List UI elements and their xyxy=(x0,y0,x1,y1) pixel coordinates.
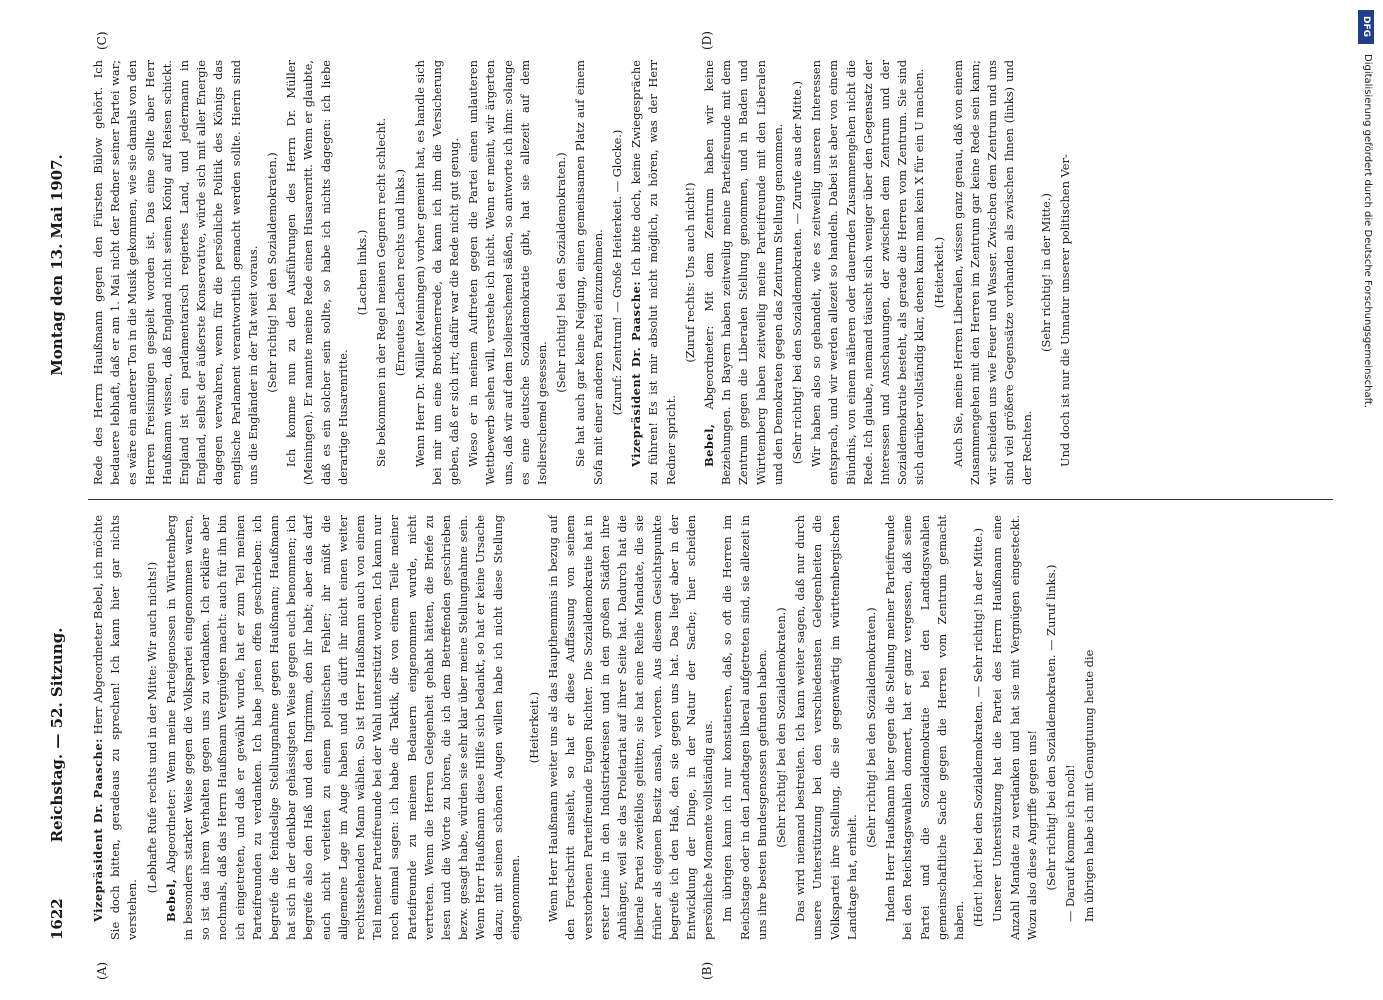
interjection: (Erneutes Lachen rechts und links.) xyxy=(393,168,408,377)
left-text-column xyxy=(90,515,1330,940)
header-right-title: Montag den 13. Mai 1907. xyxy=(48,154,66,376)
paragraph xyxy=(628,60,680,485)
margin-marker-c: (C) xyxy=(95,31,109,50)
interjection: (Sehr richtig! bei den Sozialdemokraten. — Zuruf links.) xyxy=(1043,564,1058,891)
interjection: (Hört! hört! bei den Sozialdemokraten. — Sehr richtig! in der Mitte.) xyxy=(971,527,986,928)
page-number: 1622 xyxy=(48,898,66,940)
interjection: (Sehr richtig! in der Mitte.) xyxy=(1038,193,1053,352)
paragraph-text: Sie bekommen in der Regel meinen Gegnern recht schlecht. xyxy=(374,118,389,467)
paragraph xyxy=(701,60,787,485)
paragraph-text: Wenn Herr Dr. Müller (Meiningen) vorher gemeint hat, es handle sich bei mir um eine Brotkörnerrede, da kann ich ihm die Versicherung geben, daß er sich irrt; dafür war die Rede nicht gut genug. xyxy=(412,60,462,485)
dfg-credit-strip xyxy=(1359,4,1379,996)
speaker-name: Vizepräsident Dr. Paasche: xyxy=(629,280,644,467)
paragraph xyxy=(950,60,1036,485)
paragraph-text: Ich komme nun zu den Ausführungen des Herrn Dr. Müller (Meiningen). Er nannte meine Rede einen Husarenritt. Wenn er glaubte, daß es ein solcher sein sollte, so habe ich nichts dagegen: ich liebe derartige Husarenritte. xyxy=(284,60,350,485)
paragraph xyxy=(1062,515,1079,940)
page-header xyxy=(48,60,72,940)
paragraph: Rede des Herrn Haußmann gegen den Fürsten Bülow gehört. Ich bedauere lebhaft, daß er am 1. Mai nicht der Redner seiner Partei war; es wäre ein anderer Ton in die Musik gekommen, wie sie damals von den Herren Freisinnigen gespielt worden ist. Das eine sollte aber Herr Haußmann wissen, daß England nicht seinen König auf Reisen schickt. England ist ein parlamentarisch regiertes Land, und jedermann in England, selbst der äußerste Konservative, würde sich mit aller Energie dagegen verwahren, wenn für die persönliche Politik des Königs das englische Parlament verantwortlich gemacht werden sollte. Hierin sind uns die Engländer in der Tat weit voraus. xyxy=(91,60,260,485)
speaker-name: Vizepräsident Dr. Paasche: xyxy=(91,738,105,922)
paragraph xyxy=(1081,515,1098,940)
paragraph-text: Sie hat auch gar keine Neigung, einen gemeinsamen Platz auf einem Sofa mit einer anderen Partei einzunehmen. xyxy=(573,60,605,485)
paragraph-text: Abgeordneter: Mit dem Zentrum haben wir keine Beziehungen. In Bayern haben zeitweilig meine Parteifreunde mit dem Zentrum gegen die Liberalen Stellung genommen, und in Baden und Württemberg haben zeitweilig meine Parteifreunde mit den Liberalen und den Demokraten gegen das Zentrum Stellung genommen. xyxy=(701,60,785,485)
dfg-logo: DFG xyxy=(1358,10,1374,44)
paragraph-text: Wieso er in meinem Auftreten gegen die Partei einen unlauteren Wettbewerb sehen will, verstehe ich nicht. Wenn er meint, wir ärgerten uns, daß wir auf dem Isolierschemel säßen, so antworte ich ihm: solange es eine deutsche Sozialdemokratie gibt, hat sie allezeit auf dem Isolierschemel gesessen. xyxy=(466,60,550,485)
interjection: (Lebhafte Rufe rechts und in der Mitte: Wir auch nichts!) xyxy=(144,561,159,894)
paragraph xyxy=(1057,60,1074,485)
paragraph xyxy=(882,515,968,940)
paragraph-text: — Darauf komme ich noch! xyxy=(1063,764,1078,922)
interjection: (Zuruf rechts: Uns auch nicht!) xyxy=(682,182,697,363)
interjection: (Sehr richtig! bei den Sozialdemokraten.) xyxy=(773,607,788,848)
interjection: (Heiterkeit.) xyxy=(931,236,946,309)
paragraph-text: Unserer Unterstützung hat die Partei des Herrn Haußmann eine Anzahl Mandate zu verdanken und hat sie mit Vergnügen eingesteckt. Wozu also diese Angriffe gegen uns! xyxy=(990,515,1039,940)
interjection: (Sehr richtig! bei den Sozialdemokraten.) xyxy=(265,152,280,393)
paragraph-text: Wenn Herr Haußmann weiter uns als das Haupthemmnis in bezug auf den Fortschritt ansieht, so hat er diese Auffassung von seinem verstorbenen Parteifreunde Eugen Richter. Die Sozialdemokratie hat in erster Linie in den Industriekreisen und in den großen Städten ihre Anhänger, weil sie das Proletariat auf ihrer Seite hat. Dadurch hat die liberale Partei zweifellos gelitten; sie hat eine Reihe Mandate, die sie früher als eigenen Besitz ansah, verloren. Aus diesem Gesichtspunkte begreife ich den Haß, den sie gegen uns hat. Das liegt aber in der Entwicklung der Dinge, in der Natur der Sache; hier scheiden persönliche Momente vollständig aus. xyxy=(546,515,716,940)
interjection: (Sehr richtig! bei den Sozialdemokraten.) xyxy=(863,607,878,848)
column-divider xyxy=(88,499,1333,500)
paragraph-text: Auch Sie, meine Herren Liberalen, wissen ganz genau, daß von einem Zusammengehen mit den Herren im Zentrum gar keine Rede sein kann; wir scheiden uns wie Feuer und Wasser. Zwischen dem Zentrum und uns sind viel größere Gegensätze vorhanden als zwischen Ihnen (links) und der Rechten. xyxy=(950,60,1034,485)
paragraph xyxy=(719,515,771,940)
paragraph xyxy=(792,515,861,940)
interjection: (Heiterkeit.) xyxy=(527,691,542,764)
paragraph-text: Und doch ist nur die Unnatur unserer politischen Ver- xyxy=(1057,154,1072,467)
interjection: (Lachen links.) xyxy=(355,229,370,316)
paragraph xyxy=(989,515,1041,940)
paragraph-text: Wir haben also so gehandelt, wie es zeitweilig unseren Interessen entsprach, und wir werden allezeit so handeln. Dabei ist aber von einem Bündnis, von einem näheren oder dauernden Zusammengehen nicht die Rede. Ich glaube, niemand täuscht sich weniger über den Gegensatz der Interessen und Anschauungen, der zwischen dem Zentrum und der Sozialdemokratie besteht, als gerade die Herren vom Zentrum. Sie sind sich darüber vollständig klar, denen kann man kein X für ein U machen. xyxy=(809,60,927,485)
speaker-name: Bebel, xyxy=(163,878,178,922)
paragraph-text: Ich bitte doch, keine Zwiegespräche zu führen! Es ist mir absolut nicht möglich, zu hören, was der Herr Redner spricht. xyxy=(629,60,678,485)
interjection: (Sehr richtig! bei den Sozialdemokraten.) xyxy=(554,152,569,393)
paragraph-text: Das wird niemand bestreiten. Ich kann weiter sagen, daß nur durch unsere Unterstützung bei den verschiedensten Gelegenheiten die Volkspartei ihre Stellung, die sie gegenwärtig im württembergischen Landtage hat, erhielt. xyxy=(793,515,859,940)
margin-marker-b: (B) xyxy=(700,961,714,980)
paragraph xyxy=(373,60,390,485)
paragraph xyxy=(163,515,524,940)
margin-marker-d: (D) xyxy=(700,31,714,50)
paragraph xyxy=(90,515,142,940)
paragraph-text: Indem Herr Haußmann hier gegen die Stellung meiner Parteifreunde bei den Reichstagswahlen donnert, hat er ganz vergessen, daß seine Partei und die Sozialdemokratie bei den Landtagswahlen gemeinschaftliche Sache gegen die Herren vom Zentrum gemacht haben. xyxy=(883,515,966,940)
paragraph xyxy=(808,60,928,485)
right-text-column xyxy=(90,60,1330,485)
paragraph xyxy=(465,60,551,485)
margin-marker-a: (A) xyxy=(95,961,109,980)
paragraph xyxy=(283,60,352,485)
dfg-credit-text: Digitalisierung gefördert durch die Deutsche Forschungsgemeinschaft. xyxy=(1362,54,1373,409)
interjection: (Sehr richtig! bei den Sozialdemokraten. — Zurufe aus der Mitte.) xyxy=(789,80,804,465)
header-left-title: Reichstag. — 52. Sitzung. xyxy=(48,627,66,843)
paragraph xyxy=(572,60,606,485)
paragraph-text: Im übrigen habe ich mit Genugtuung heute die xyxy=(1082,649,1097,922)
paragraph-text: Herr Abgeordneter Bebel, ich möchte Sie doch bitten, geradeaus zu sprechen! Ich kann hier gar nichts verstehen. xyxy=(91,515,140,940)
paragraph xyxy=(545,515,717,940)
paragraph-text: Im übrigen kann ich nur konstatieren, daß, so oft die Herren im Reichstage oder in den Landtagen liberal aufgetreten sind, sie allezeit in uns ihre besten Bundesgenossen gefunden haben. xyxy=(720,515,769,940)
paragraph xyxy=(412,60,464,485)
speaker-name: Bebel, xyxy=(701,423,716,467)
interjection: (Zuruf: Zentrum! — Große Heiterkeit. — Glocke.) xyxy=(609,129,624,416)
paragraph-text: Abgeordneter: Wenn meine Parteigenossen in Württemberg in besonders starker Weise gegen die Volkspartei eingenommen waren, so ist das ihrem Verhalten gegen uns zu verdanken. Ich erkläre aber nochmals, daß das Herrn Haußmann Vergnügen macht: auch für ihn bin ich eingetreten, und daß er gewählt wurde, hat er zum Teil meinen Parteifreunden zu verdanken. Ich habe jenen offen geschrieben: ich begreife die feindselige Stellungnahme gegen Haußmann; Haußmann hat sich in der denkbar gehässigsten Weise gegen euch benommen; ich begreife also den Haß und den Ingrimm, den ihr habt; aber das darf euch nicht verleiten zu einem politischen Fehler; ihr müßt die allgemeine Lage im Auge haben und da dürft ihr nicht einen weiter rechtsstehenden Mann wählen. So ist Herr Haußmann auch von einem Teil meiner Parteifreunde bei der Wahl unterstützt worden. Ich kann nur noch einmal sagen: ich habe die Taktik, die von einem Teile meiner Parteifreunde zu meinem Bedauern eingenommen wurde, nicht vertreten. Wenn die Herren Gelegenheit gehabt hätten, die Briefe zu lesen und die Worte zu hören, die ich dem Betreffenden geschrieben bezw. gesagt habe, würden sie sehr klar über meine Stellungnahme sein. Wenn Herr Haußmann diese Hilfe sich bedankt, so hat er keine Ursache dazu; mit seinen schönen Augen willen habe ich nicht diese Stellung eingenommen. xyxy=(163,515,522,940)
